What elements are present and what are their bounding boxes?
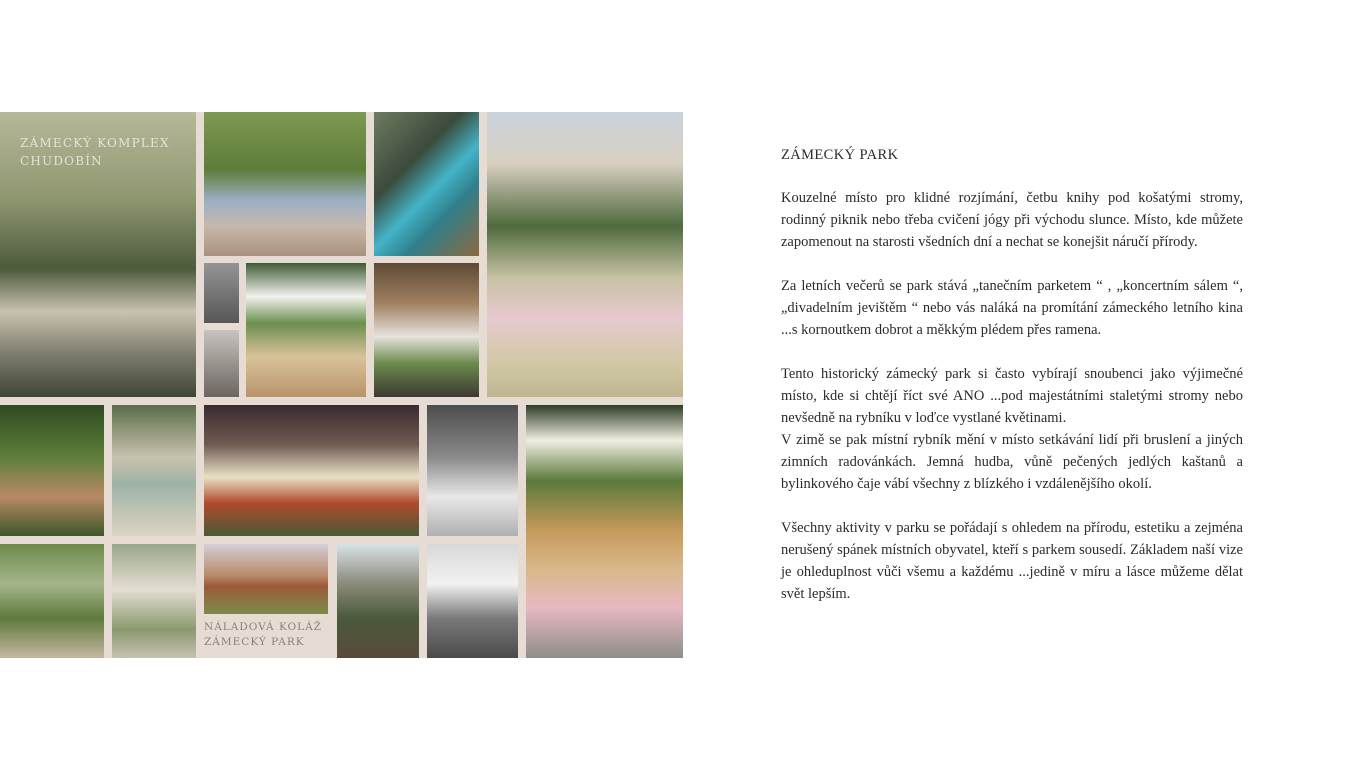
photo-small-portrait	[204, 263, 239, 323]
article-paragraph: V zimě se pak místní rybník mění v místo setkávání lidí při bruslení a jiných zimních radovánkách. Jemná hudba, vůně pečených jedlých kaštanů a bylinkového čaje vábí všechny z blízkého i vzdálenějšího okolí.	[781, 432, 1243, 492]
photo-chateau-meadow	[487, 112, 683, 397]
article-paragraph: Všechny aktivity v parku se pořádají s ohledem na přírodu, estetiku a zejména nerušený spánek místních obyvatel, kteří s parkem sousedí. Základem naší vize je ohleduplnost vůči všemu a každému ...jedině v míru a lásce můžeme dělat svět lepším.	[781, 520, 1243, 602]
photo-small-detail	[204, 330, 239, 397]
collage-caption: NÁLADOVÁ KOLÁŽ ZÁMECKÝ PARK	[204, 621, 322, 648]
article-paragraph: Tento historický zámecký park si často vybírají snoubenci jako výjimečné místo, kde si chtějí říct své ANO ...pod majestátními staletými stromy nebo nevšedně na rybníku v loďce vystlané květinami.	[781, 366, 1243, 426]
photo-greenhouse	[337, 544, 419, 658]
photo-picnic-blankets	[204, 112, 366, 256]
photo-old-tree	[112, 544, 196, 658]
photo-autumn-park	[204, 544, 328, 614]
photo-garden-reading	[0, 405, 104, 536]
photo-bride-in-flower-boat	[0, 112, 196, 397]
article-paragraph: Kouzelné místo pro klidné rozjímání, četbu knihy pod košatými stromy, rodinný piknik nebo třeba cvičení jógy při východu slunce. Místo, kde můžete zapomenout na starosti všedních dní a nechat se konejšit náručí přírody.	[781, 190, 1243, 250]
article-heading: ZÁMECKÝ PARK	[781, 147, 899, 163]
photo-chateau-autumn	[204, 405, 419, 536]
photo-dancing-couple	[112, 405, 196, 536]
photo-wedding-tent	[246, 263, 366, 397]
collage-title: ZÁMECKÝ KOMPLEX CHUDOBÍN	[20, 136, 170, 168]
photo-kingfisher-bird	[374, 112, 479, 256]
mood-collage	[0, 112, 683, 658]
photo-florist-bouquet	[374, 263, 479, 397]
photo-concert-under-tree	[427, 405, 518, 536]
photo-garden-bar	[526, 405, 683, 658]
photo-garden-party	[427, 544, 518, 658]
article-paragraph: Za letních večerů se park stává „tanečním parketem “ , „koncertním sálem “, „divadelním jevištěm “ nebo vás naláká na promítání zámeckého letního kina ...s kornoutkem dobrot a měkkým plédem přes ramena.	[781, 278, 1243, 338]
article	[781, 144, 1243, 627]
photo-yoga	[0, 544, 104, 658]
